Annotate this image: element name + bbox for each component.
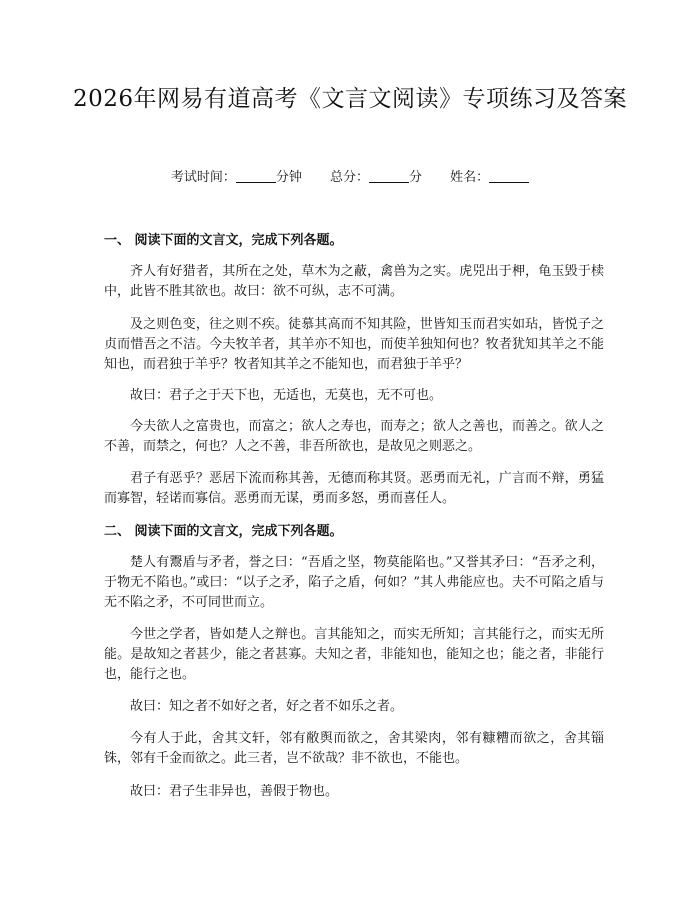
score-blank [369,169,409,183]
section-2-paragraph: 楚人有鬻盾与矛者，誉之曰：“吾盾之坚，物莫能陷也。”又誉其矛曰：“吾矛之利，于物无不陷也。”或曰：“以子之矛，陷子之盾，何如？”其人弗能应也。夫不可陷之盾与无不陷之矛，不可同世而立。 [104,555,604,610]
section-1-paragraph: 及之则色变，往之则不疾。徒慕其高而不知其险，世皆知玉而君实如玷，皆悦子之贞而惜吾之不洁。今夫牧羊者，其羊亦不知也，而使羊独知何也？牧者犹知其羊之不能知也，而君独于羊乎？牧者知其羊之不能知也，而君独于羊乎？ [104,317,604,372]
exam-time-blank [236,169,276,183]
section-2-paragraph: 今世之学者，皆如楚人之辩也。言其能知之，而实无所知；言其能行之，而实无所能。是故知之者甚少，能之者甚寡。夫知之者，非能知也，能知之也；能之者，非能行也，能行之也。 [104,627,604,682]
section-1-paragraph: 故曰：君子之于天下也，无适也，无莫也，无不可也。 [130,388,443,403]
exam-info-line [0,169,700,187]
score-field [330,169,422,187]
section-1-heading: 一、 阅读下面的文言文，完成下列各题。 [104,233,343,248]
name-field [450,169,529,187]
score-label: 总分： [329,170,369,185]
exam-time-label: 考试时间： [170,170,236,185]
section-1-paragraph: 君子有恶乎？恶居下流而称其善，无德而称其贤。恶勇而无礼，广言而不辩，勇猛而寡智，轻诺而寡信。恶勇而无谋，勇而多怒，勇而喜任人。 [104,471,604,506]
exam-time-unit: 分钟 [275,170,302,185]
section-2-paragraph: 故曰：君子生非异也，善假于物也。 [130,784,339,799]
section-1-paragraph: 今夫欲人之富贵也，而富之；欲人之寿也，而寿之；欲人之善也，而善之。欲人之不善，而禁之，何也？人之不善，非吾所欲也，是故见之则恶之。 [104,419,604,454]
name-label: 姓名： [450,170,490,185]
page-title: 2026年网易有道高考《文言文阅读》专项练习及答案 [72,86,628,112]
exam-time-field [171,169,302,187]
name-blank [489,169,529,183]
section-2-paragraph: 今有人于此，舍其文轩，邻有敝舆而欲之，舍其梁肉，邻有糠糟而欲之，舍其锱铢，邻有千金而欲之。此三者，岂不欲哉？非不欲也，不能也。 [104,731,604,766]
section-2-heading: 二、 阅读下面的文言文，完成下列各题。 [104,524,343,539]
score-unit: 分 [409,170,423,185]
section-1-paragraph: 齐人有好猎者，其所在之处，草木为之蔽，禽兽为之实。虎兕出于柙，龟玉毁于椟中，此皆不胜其欲也。故曰：欲不可纵，志不可满。 [104,264,604,299]
section-2-paragraph: 故曰：知之者不如好之者，好之者不如乐之者。 [130,699,404,714]
